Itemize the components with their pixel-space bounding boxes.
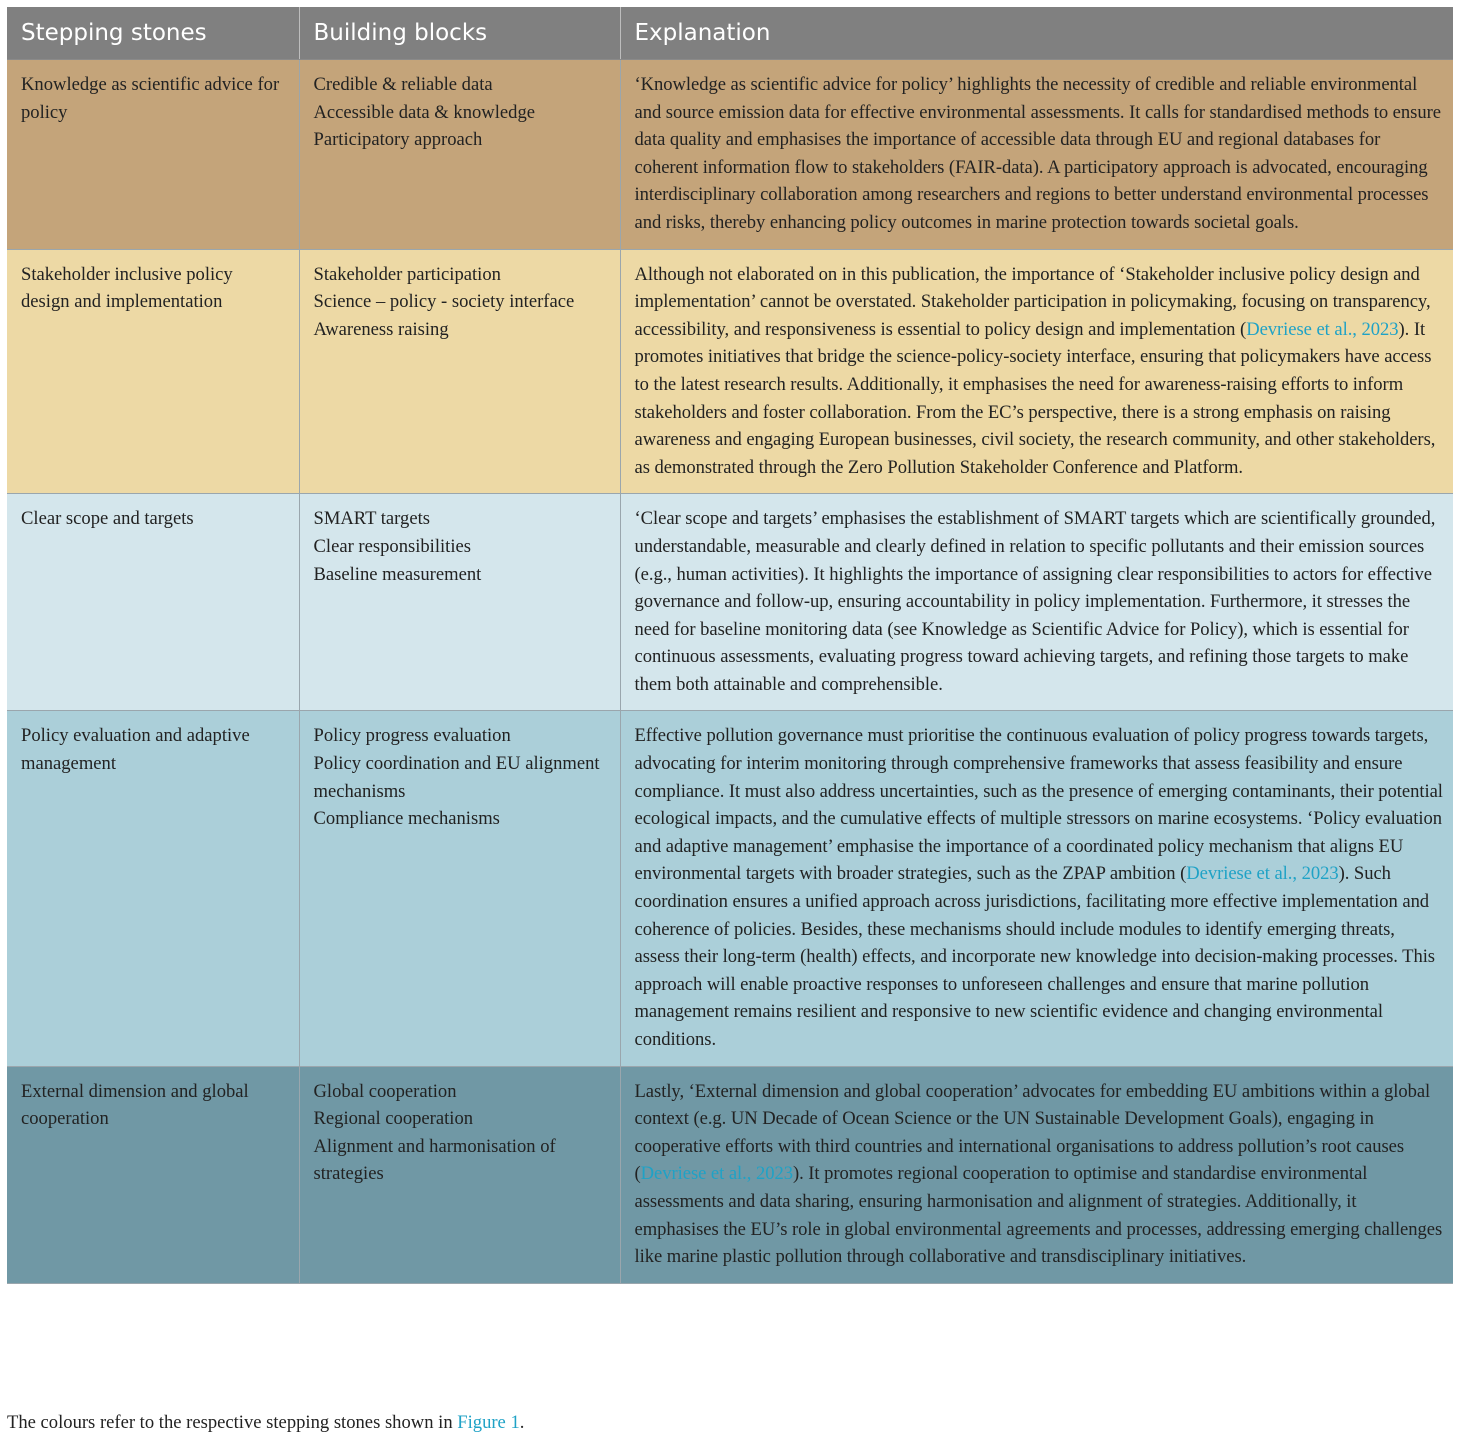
explanation-text: ‘Knowledge as scientific advice for policy’ highlights the necessity of credible and reliable environmental and source emission data for effective environmental assessments. It calls for standardised methods to ensure data quality and emphasises the importance of accessible data through EU and regional databases for coherent information flow to stakeholders (FAIR-data). A participatory approach is advocated, encouraging interdisciplinary collaboration among researchers and regions to better understand environmental processes and risks, thereby enhancing policy outcomes in marine protection towards societal goals. — [634, 74, 1441, 233]
stepping-stone-cell: Stakeholder inclusive policy design and implementation — [7, 249, 299, 494]
building-block-item: Awareness raising — [313, 318, 449, 340]
explanation-text: Lastly, ‘External dimension and global cooperation’ advocates for embedding EU ambitions within a global context (e.g. UN Decade of Ocean Science or the UN Sustainable Development Goals), engaging in cooperative efforts with third countries and international organisations to address pollution’s root causes ( — [634, 1080, 1431, 1185]
table-header-row — [7, 7, 1453, 60]
explanation-cell — [620, 249, 1453, 494]
header-stepping-stones: Stepping stones — [7, 7, 299, 60]
stepping-stone-cell: External dimension and global cooperation — [7, 1066, 299, 1283]
building-block-item: Credible & reliable data — [313, 74, 493, 95]
building-block-item: Compliance mechanisms — [313, 808, 500, 830]
caption-text: The colours refer to the respective stepping stones shown in — [7, 1412, 458, 1433]
building-block-item: Participatory approach — [313, 129, 483, 151]
building-block-item: Baseline measurement — [313, 563, 482, 585]
stepping-stone-cell: Policy evaluation and adaptive management — [7, 711, 299, 1066]
explanation-cell — [620, 60, 1453, 250]
explanation-text: ). It promotes initiatives that bridge the science-policy-society interface, ensuring that policymakers have access to the latest research results. Additionally, it emphasises the need for awareness-raising efforts to inform stakeholders and foster collaboration. From the EC’s perspective, there is a strong emphasis on raising awareness and engaging European businesses, civil society, the research community, and other stakeholders, as demonstrated through the Zero Pollution Stakeholder Conference and Platform. — [634, 318, 1436, 478]
table-row — [7, 494, 1453, 711]
stepping-stone-cell: Clear scope and targets — [7, 494, 299, 711]
building-blocks-cell — [299, 711, 620, 1066]
header-building-blocks: Building blocks — [299, 7, 620, 60]
header-explanation: Explanation — [620, 7, 1453, 60]
explanation-text: Although not elaborated on in this publication, the importance of ‘Stakeholder inclusive policy design and implementation’ cannot be overstated. Stakeholder participation in policymaking, focusing on transparency, accessibility, and responsiveness is essential to policy design and implementation ( — [634, 263, 1431, 340]
building-block-item: Policy progress evaluation — [313, 725, 511, 747]
building-blocks-cell — [299, 494, 620, 711]
citation-link[interactable]: Devriese et al., 2023 — [640, 1163, 793, 1185]
building-blocks-cell — [299, 1066, 620, 1283]
building-block-item: SMART targets — [313, 508, 430, 530]
building-block-item: Science – policy - society interface — [313, 291, 575, 313]
building-block-item: Global cooperation — [313, 1080, 457, 1102]
building-block-item: Policy coordination and EU alignment mechanisms — [313, 753, 600, 802]
building-blocks-cell — [299, 249, 620, 494]
table-caption — [7, 1412, 524, 1434]
explanation-text: ‘Clear scope and targets’ emphasises the establishment of SMART targets which are scientifically grounded, understandable, measurable and clearly defined in relation to specific pollutants and their emission sources (e.g., human activities). It highlights the importance of assigning clear responsibilities to actors for effective governance and follow-up, ensuring accountability in policy implementation. Furthermore, it stresses the need for baseline monitoring data (see Knowledge as Scientific Advice for Policy), which is essential for continuous assessments, evaluating progress toward achieving targets, and refining those targets to make them both attainable and comprehensible. — [634, 508, 1436, 695]
caption-suffix: . — [519, 1412, 525, 1433]
building-block-item: Stakeholder participation — [313, 263, 501, 285]
stepping-stone-cell: Knowledge as scientific advice for policy — [7, 60, 299, 250]
explanation-cell — [620, 1066, 1453, 1283]
explanation-cell — [620, 494, 1453, 711]
figure-1-link[interactable]: Figure 1 — [457, 1412, 520, 1433]
building-block-item: Regional cooperation — [313, 1108, 474, 1130]
stepping-stones-table — [7, 7, 1453, 1284]
building-block-item: Accessible data & knowledge — [313, 101, 535, 123]
building-block-item: Clear responsibilities — [313, 535, 472, 557]
citation-link[interactable]: Devriese et al., 2023 — [1246, 318, 1399, 340]
table-row — [7, 60, 1453, 250]
building-blocks-cell — [299, 60, 620, 250]
table-row — [7, 711, 1453, 1066]
explanation-cell — [620, 711, 1453, 1066]
table-row — [7, 249, 1453, 494]
explanation-text: ). Such coordination ensures a unified approach across jurisdictions, facilitating more effective implementation and coherence of policies. Besides, these mechanisms should include modules to identify emerging threats, assess their long-term (health) effects, and incorporate new knowledge into decision-making processes. This approach will enable proactive responses to unforeseen challenges and ensure that marine pollution management remains resilient and responsive to new scientific evidence and changing environmental conditions. — [634, 863, 1435, 1050]
citation-link[interactable]: Devriese et al., 2023 — [1186, 863, 1339, 885]
table-row — [7, 1066, 1453, 1283]
explanation-text: Effective pollution governance must prioritise the continuous evaluation of policy progress towards targets, advocating for interim monitoring through comprehensive frameworks that assess feasibility and ensure compliance. It must also address uncertainties, such as the presence of emerging contaminants, their potential ecological impacts, and the cumulative effects of multiple stressors on marine ecosystems. ‘Policy evaluation and adaptive management’ emphasise the importance of a coordinated policy mechanism that aligns EU environmental targets with broader strategies, such as the ZPAP ambition ( — [634, 725, 1443, 885]
explanation-text: ). It promotes regional cooperation to optimise and standardise environmental assessments and data sharing, ensuring harmonisation and alignment of strategies. Additionally, it emphasises the EU’s role in global environmental agreements and processes, addressing emerging challenges like marine plastic pollution through collaborative and transdisciplinary initiatives. — [634, 1163, 1443, 1268]
building-block-item: Alignment and harmonisation of strategies — [313, 1135, 556, 1185]
